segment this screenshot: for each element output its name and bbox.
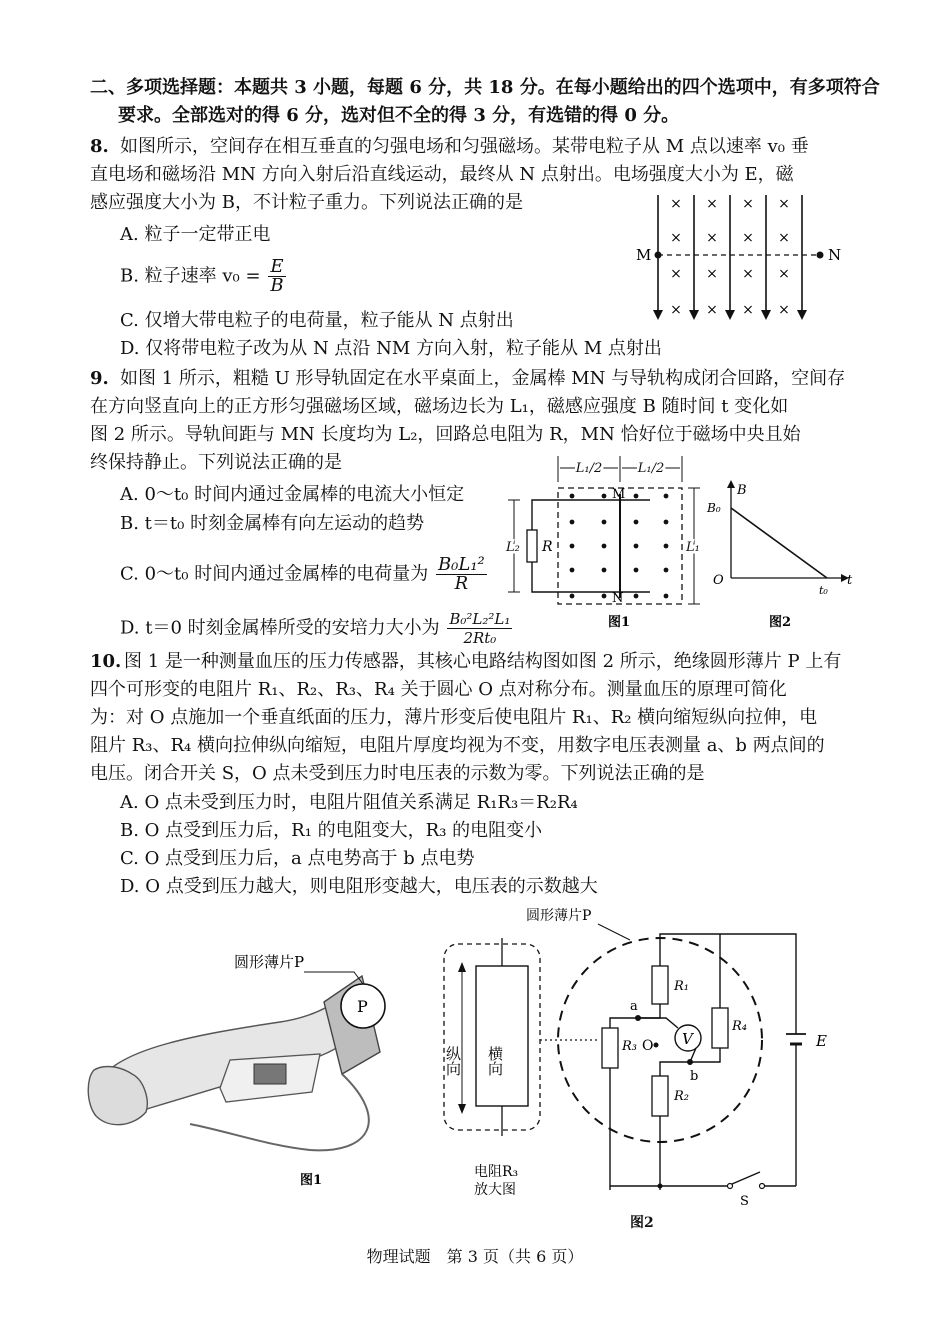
cross: ×: [670, 302, 682, 318]
label-heng: 横向: [486, 1046, 504, 1076]
label-r2: R₂: [674, 1089, 689, 1104]
label-r3: R₃: [622, 1039, 637, 1054]
cross: ×: [742, 196, 754, 212]
cross: ×: [778, 230, 790, 246]
label-half-l1-left: L₁/2: [575, 461, 603, 476]
field-arrow: [797, 310, 807, 320]
q8-stem-line2: 直电场和磁场沿 MN 方向入射后沿直线运动，最终从 N 点射出。电场强度大小为 E，磁: [90, 164, 794, 185]
q9-figure2: [705, 478, 855, 632]
label-p: P: [357, 997, 368, 1016]
q8-frac-den: B: [270, 275, 284, 296]
section-header-line1: 二、多项选择题：本题共 3 小题，每题 6 分，共 18 分。在每小题给出的四个选项中，有多项符合: [90, 77, 880, 98]
cross: ×: [670, 230, 682, 246]
q9-option-d: [120, 610, 514, 647]
q9-option-d-text: D. t＝0 时刻金属棒所受的安培力大小为: [120, 617, 440, 639]
q9-option-c: [120, 556, 489, 593]
label-o: O: [713, 573, 724, 588]
q9-stem-line1: 如图 1 所示，粗糙 U 形导轨固定在水平桌面上，金属棒 MN 与导轨构成闭合回路，空间存: [120, 368, 846, 389]
label-a: a: [630, 999, 638, 1014]
q9-option-b: B. t＝t₀ 时刻金属棒有向左运动的趋势: [120, 513, 425, 534]
q9-fig1-caption: 图1: [608, 615, 631, 630]
q9-stem-line4: 终保持静止。下列说法正确的是: [90, 452, 342, 473]
b-t-line: [731, 508, 827, 578]
q8-stem-line1: 如图所示，空间存在相互垂直的匀强电场和匀强磁场。某带电粒子从 M 点以速率 v₀ 垂: [120, 136, 809, 157]
q8-option-a: A. 粒子一定带正电: [120, 224, 271, 245]
q9-stem-line3: 图 2 所示。导轨间距与 MN 长度均为 L₂，回路总电阻为 R，MN 恰好位于磁场中央且始: [90, 424, 801, 445]
resistor-r3-enlarged: [476, 966, 528, 1106]
q10-option-d: D. O 点受到压力越大，则电阻形变越大，电压表的示数越大: [120, 876, 598, 897]
label-t0: t₀: [819, 584, 828, 597]
field-arrow: [653, 310, 663, 320]
cross: ×: [742, 230, 754, 246]
q10-stem-line1: 图 1 是一种测量血压的压力传感器，其核心电路结构图如图 2 所示，绝缘圆形薄片 P 上有: [124, 651, 842, 672]
q9c-frac-den: R: [454, 573, 469, 594]
cross: ×: [778, 302, 790, 318]
q9-option-a: A. 0～t₀ 时间内通过金属棒的电流大小恒定: [120, 484, 465, 505]
q8-frac-num: E: [268, 258, 285, 277]
q9-stem-line2: 在方向竖直向上的正方形匀强磁场区域，磁场边长为 L₁，磁感应强度 B 随时间 t 变化如: [90, 396, 789, 417]
q9-option-c-fraction: [436, 556, 487, 593]
label-n: N: [828, 246, 842, 264]
label-o: O: [642, 1038, 654, 1054]
q10-stem-line2: 四个可形变的电阻片 R₁、R₂、R₃、R₄ 关于圆心 O 点对称分布。测量血压的原理可简化: [90, 679, 787, 700]
q10-number: 10.: [90, 651, 122, 672]
label-b: b: [690, 1069, 699, 1084]
cross: ×: [706, 266, 718, 282]
label-e: E: [816, 1032, 827, 1050]
switch-s: [732, 1172, 760, 1184]
q8-option-b-fraction: [268, 258, 285, 295]
label-v: V: [682, 1030, 693, 1048]
switch-contact: [728, 1184, 733, 1189]
point-n: [817, 252, 824, 259]
label-l1: L₁: [686, 540, 700, 555]
field-arrow: [689, 310, 699, 320]
label-t: t: [847, 573, 853, 588]
resistor-r: [527, 530, 537, 562]
label-s: S: [740, 1194, 749, 1209]
q10-option-c: C. O 点受到压力后，a 点电势高于 b 点电势: [120, 848, 475, 869]
q10-fig1-caption: 图1: [300, 1173, 323, 1188]
q10-fig2-caption: 图2: [630, 1215, 654, 1231]
q8-option-c: C. 仅增大带电粒子的电荷量，粒子能从 N 点射出: [120, 310, 514, 331]
q8-option-d: D. 仅将带电粒子改为从 N 点沿 NM 方向入射，粒子能从 M 点射出: [120, 338, 662, 359]
label-half-l1-right: L₁/2: [637, 461, 665, 476]
label-zong: 纵向: [444, 1046, 462, 1076]
q10-figure1: [80, 940, 420, 1190]
res-label2: 放大图: [474, 1182, 516, 1198]
label-r4: R₄: [732, 1019, 747, 1034]
label-n: N: [612, 591, 624, 606]
label-l2: L₂: [506, 540, 520, 555]
cross: ×: [742, 302, 754, 318]
resistor-r1: [652, 966, 668, 1004]
fig1-label: 圆形薄片P: [234, 953, 305, 971]
label-b: B: [737, 483, 747, 498]
q10-stem-line3: 为：对 O 点施加一个垂直纸面的压力，薄片形变后使电阻片 R₁、R₂ 横向缩短纵向拉伸，电: [90, 707, 818, 728]
resistor-r2: [652, 1076, 668, 1116]
res-label1: 电阻R₃: [474, 1164, 519, 1180]
label-m: M: [636, 246, 652, 264]
cross: ×: [706, 196, 718, 212]
resistor-r3: [602, 1028, 618, 1068]
label-m: M: [612, 487, 626, 502]
cross: ×: [670, 196, 682, 212]
cross: ×: [742, 266, 754, 282]
field-arrow: [761, 310, 771, 320]
page-footer: 物理试题 第 3 页（共 6 页）: [366, 1247, 584, 1266]
label-r: R: [542, 539, 553, 555]
q10-figure2: [430, 900, 850, 1209]
q9-figure1: [500, 452, 710, 632]
q9d-frac-den: 2Rt₀: [463, 629, 497, 647]
q8-option-b: [120, 258, 288, 295]
label-r1: R₁: [674, 979, 689, 994]
cross: ×: [670, 266, 682, 282]
q9-fig2-caption: 图2: [769, 615, 792, 630]
q9-number: 9.: [90, 368, 109, 389]
q8-stem-line3: 感应强度大小为 B，不计粒子重力。下列说法正确的是: [90, 192, 523, 213]
cross: ×: [706, 302, 718, 318]
q8-field-figure: [630, 190, 850, 330]
q9d-frac-num: B₀²L₂²L₁: [449, 610, 511, 628]
q9-option-c-text: C. 0～t₀ 时间内通过金属棒的电荷量为: [120, 563, 429, 585]
field-arrow: [725, 310, 735, 320]
q10-stem-line5: 电压。闭合开关 S，O 点未受到压力时电压表的示数为零。下列说法正确的是: [90, 763, 705, 784]
cross: ×: [778, 266, 790, 282]
fig2-label: 圆形薄片P: [526, 908, 592, 924]
cross: ×: [778, 196, 790, 212]
q8-number: 8.: [90, 136, 109, 157]
q8-option-b-text: B. 粒子速率 v₀ =: [120, 265, 261, 287]
section-header-line2: 要求。全部选对的得 6 分，选对但不全的得 3 分，有选错的得 0 分。: [118, 105, 680, 126]
q10-option-a: A. O 点未受到压力时，电阻片阻值关系满足 R₁R₃＝R₂R₄: [120, 792, 578, 813]
q10-option-b: B. O 点受到压力后，R₁ 的电阻变大，R₃ 的电阻变小: [120, 820, 543, 841]
monitor-screen: [254, 1064, 286, 1084]
q9c-frac-num: B₀L₁²: [437, 554, 485, 575]
cross: ×: [706, 230, 718, 246]
label-b0: B₀: [707, 501, 721, 515]
q10-stem-line4: 阻片 R₃、R₄ 横向拉伸纵向缩短，电阻片厚度均视为不变，用数字电压表测量 a、b 两点间的: [90, 735, 825, 756]
point-m: [655, 252, 662, 259]
resistor-r4: [712, 1008, 728, 1048]
